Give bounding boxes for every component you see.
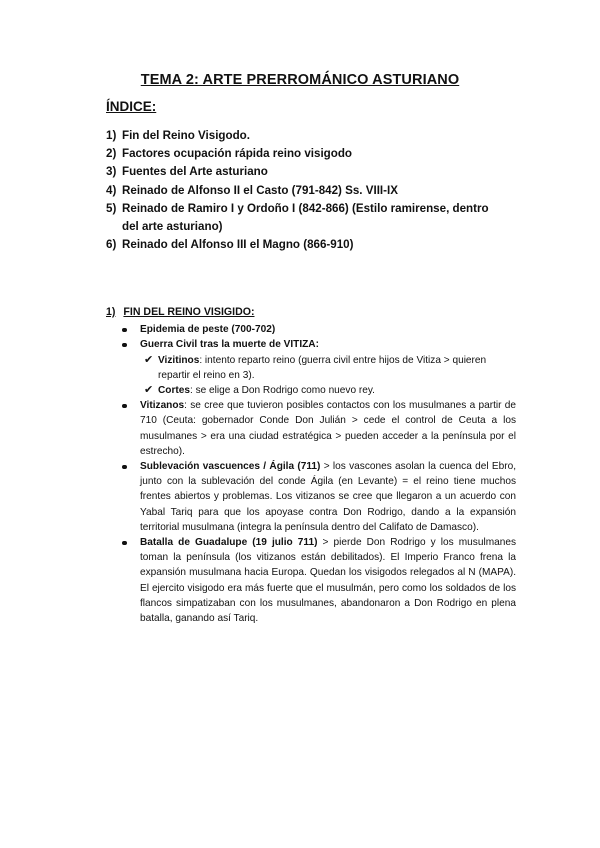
index-item-text: Reinado del Alfonso III el Magno (866-910) <box>122 238 354 252</box>
index-item-number: 5) <box>106 201 117 215</box>
check-item-cortes <box>144 383 516 398</box>
index-list <box>106 127 506 254</box>
check-text: : se elige a Don Rodrigo como nuevo rey. <box>189 385 375 397</box>
check-item-vizitinos <box>144 353 516 383</box>
index-item-number: 4) <box>106 183 117 197</box>
check-bold-text: Vizitinos <box>158 354 200 366</box>
check-text: : intento reparto reino (guerra civil entre hijos de Vitiza > quieren repartir el reino en 3). <box>158 354 487 381</box>
bullet-text: > los vascones asolan la cuenca del Ebro, junto con la sublevación del conde Ágila (en Levante) = el reino tiene muchos frentes abiertos y problemas. Los vitizanos se cree que llegaron a un acuerdo con Yabal Tariq para que los apoyase contra Don Rodrigo, dando a la expansión territorial musulmana (integra la península dentro del Califato de Damasco). <box>140 461 517 533</box>
bullet-item-vitizanos <box>140 398 516 459</box>
index-item-number: 3) <box>106 165 117 179</box>
bullet-bold-text: Sublevación vascuences / Ágila (711) <box>140 461 321 473</box>
index-item <box>106 182 506 200</box>
index-item <box>106 163 506 181</box>
bullet-list <box>106 322 516 626</box>
bullet-bold-text: Guerra Civil tras la muerte de VITIZA: <box>140 339 319 351</box>
index-item <box>106 236 506 254</box>
section-title: FIN DEL REINO VISIGIDO: <box>123 306 255 318</box>
check-mark-icon: ✔ <box>144 353 154 366</box>
index-item <box>106 145 506 163</box>
section-1 <box>106 305 516 626</box>
document-title: TEMA 2: ARTE PRERROMÁNICO ASTURIANO <box>140 72 460 88</box>
bullet-item-sublevacion <box>140 459 516 535</box>
check-mark-icon: ✔ <box>144 384 154 397</box>
bullet-text: : se cree que tuvieron posibles contactos con los musulmanes a partir de 710 (Ceuta: gobernador Conde Don Julián > cede el control de Ceuta a los musulmanes > era una ciudad estratégica > pueden acceder a la península por el estrecho). <box>140 400 516 457</box>
index-item-number: 2) <box>106 147 117 161</box>
index-item-text: Reinado de Ramiro I y Ordoño I (842-866) (Estilo ramirense, dentro del arte asturiano) <box>122 201 489 234</box>
index-item-text: Fuentes del Arte asturiano <box>122 165 268 179</box>
bullet-item-epidemia <box>140 322 516 337</box>
bullet-bold-text: Vitizanos <box>140 400 185 412</box>
index-heading: ÍNDICE: <box>106 99 157 114</box>
check-list <box>140 353 516 399</box>
bullet-bold-text: Epidemia de peste (700-702) <box>140 324 276 336</box>
bullet-text: > pierde Don Rodrigo y los musulmanes toman la península (los vitizanos están debilitados). El Imperio Franco frena la expansión musulmana hacia Europa. Quedan los visigodos relegados al N (MAPA). El ejercito visigodo era más fuerte que el musulmán, pero como los soldados de los flancos simpatizaban con los musulmanes, abandonaron a Don Rodrigo en plena batalla, ganando así Tariq. <box>140 537 516 625</box>
index-item-number: 1) <box>106 129 117 142</box>
index-item <box>106 127 506 145</box>
index-item-number: 6) <box>106 238 117 252</box>
index-item-text: Fin del Reino Visigodo. <box>122 129 250 142</box>
bullet-bold-text: Batalla de Guadalupe (19 julio 711) <box>140 537 318 549</box>
bullet-item-guerra-civil <box>140 337 516 398</box>
index-item-text: Reinado de Alfonso II el Casto (791-842) Ss. VIII-IX <box>122 183 398 197</box>
check-bold-text: Cortes <box>158 385 190 397</box>
section-heading <box>106 305 516 320</box>
bullet-item-guadalupe <box>140 535 516 626</box>
index-item <box>106 200 506 236</box>
index-item-text: Factores ocupación rápida reino visigodo <box>122 147 352 161</box>
section-number: 1) <box>106 306 116 318</box>
